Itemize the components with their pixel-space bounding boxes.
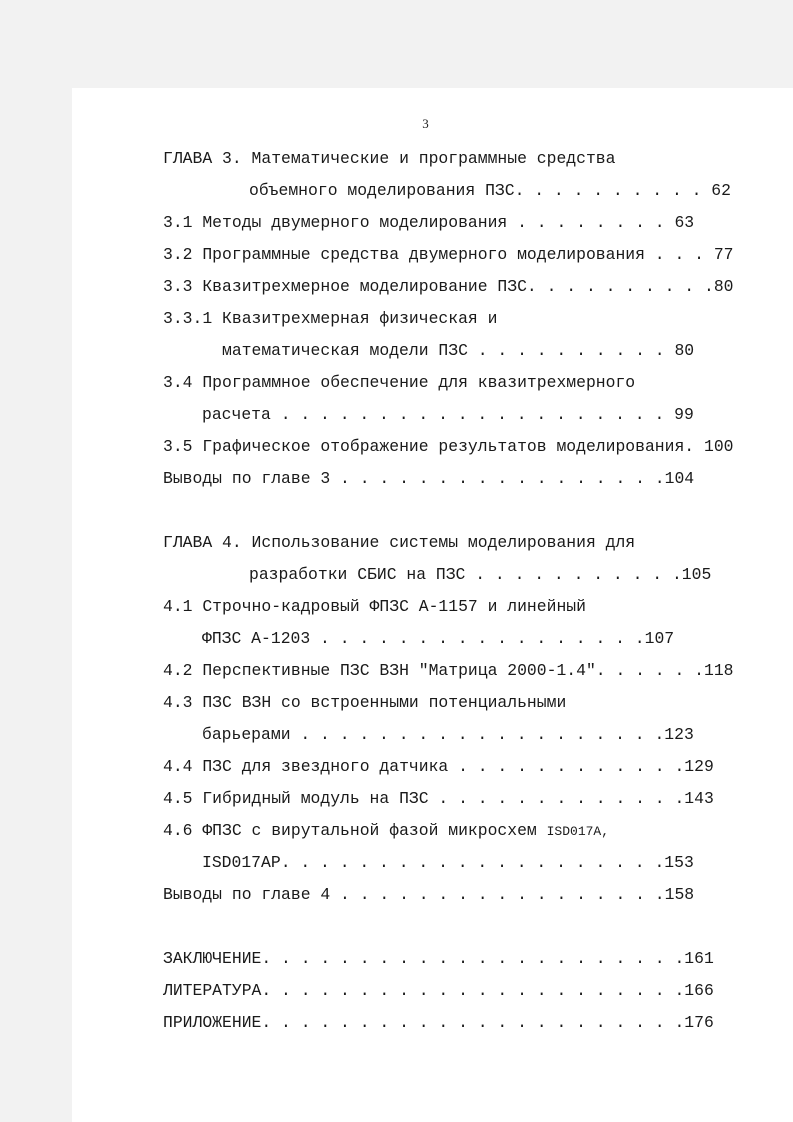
page-number: 3 <box>422 116 429 131</box>
toc-entry-4-1-cont: ФПЗС А-1203 . . . . . . . . . . . . . . . . .107 <box>202 629 675 648</box>
toc-entry-4-3-cont: барьерами . . . . . . . . . . . . . . . . . . .123 <box>202 725 694 744</box>
toc-entry-4-6 <box>163 821 609 842</box>
toc-entry-4-2: 4.2 Перспективные ПЗС ВЗН "Матрица 2000-1.4". . . . . .118 <box>163 661 734 680</box>
toc-appendix: ПРИЛОЖЕНИЕ. . . . . . . . . . . . . . . . . . . . . .176 <box>163 1013 714 1032</box>
toc-entry-4-4: 4.4 ПЗС для звездного датчика . . . . . . . . . . . .129 <box>163 757 714 776</box>
toc-entry-4-5: 4.5 Гибридный модуль на ПЗС . . . . . . . . . . . . .143 <box>163 789 714 808</box>
toc-conclusions-4: Выводы по главе 4 . . . . . . . . . . . . . . . . .158 <box>163 885 695 904</box>
toc-entry-3-1: 3.1 Методы двумерного моделирования . . . . . . . . 63 <box>163 213 695 232</box>
toc-chapter-3-title: ГЛАВА 3. Математические и программные средства <box>163 149 616 168</box>
toc-entry-3-3-1: 3.3.1 Квазитрехмерная физическая и <box>163 309 498 328</box>
toc-entry-4-1: 4.1 Строчно-кадровый ФПЗС А-1157 и линейный <box>163 597 586 616</box>
toc-chapter-4-title: ГЛАВА 4. Использование системы моделирования для <box>163 533 636 552</box>
toc-entry-3-3: 3.3 Квазитрехмерное моделирование ПЗС. . . . . . . . . .80 <box>163 277 734 296</box>
toc-entry-3-2: 3.2 Программные средства двумерного моделирования . . . 77 <box>163 245 734 264</box>
toc-conclusions-3: Выводы по главе 3 . . . . . . . . . . . . . . . . .104 <box>163 469 695 488</box>
toc-chapter-4-title-cont: разработки СБИС на ПЗС . . . . . . . . . . .105 <box>249 565 712 584</box>
toc-entry-3-4: 3.4 Программное обеспечение для квазитрехмерного <box>163 373 636 392</box>
toc-entry-3-5: 3.5 Графическое отображение результатов моделирования. 100 <box>163 437 734 456</box>
toc-entry-3-3-1-cont: математическая модели ПЗС . . . . . . . . . . 80 <box>222 341 695 360</box>
toc-entry-4-3: 4.3 ПЗС ВЗН со встроенными потенциальными <box>163 693 567 712</box>
toc-entry-4-6-cont: ISD017AP. . . . . . . . . . . . . . . . . . . .153 <box>202 853 694 872</box>
toc-entry-3-4-cont: расчета . . . . . . . . . . . . . . . . . . . . 99 <box>202 405 694 424</box>
toc-entry-4-6-text: 4.6 ФПЗС с вирутальной фазой микросхем <box>163 821 537 840</box>
toc-literature: ЛИТЕРАТУРА. . . . . . . . . . . . . . . . . . . . . .166 <box>163 981 714 1000</box>
toc-chapter-3-title-cont: объемного моделирования ПЗС. . . . . . . . . . 62 <box>249 181 731 200</box>
toc-entry-4-6-code: ISD017A, <box>546 824 610 839</box>
toc-conclusion: ЗАКЛЮЧЕНИЕ. . . . . . . . . . . . . . . . . . . . . .161 <box>163 949 714 968</box>
